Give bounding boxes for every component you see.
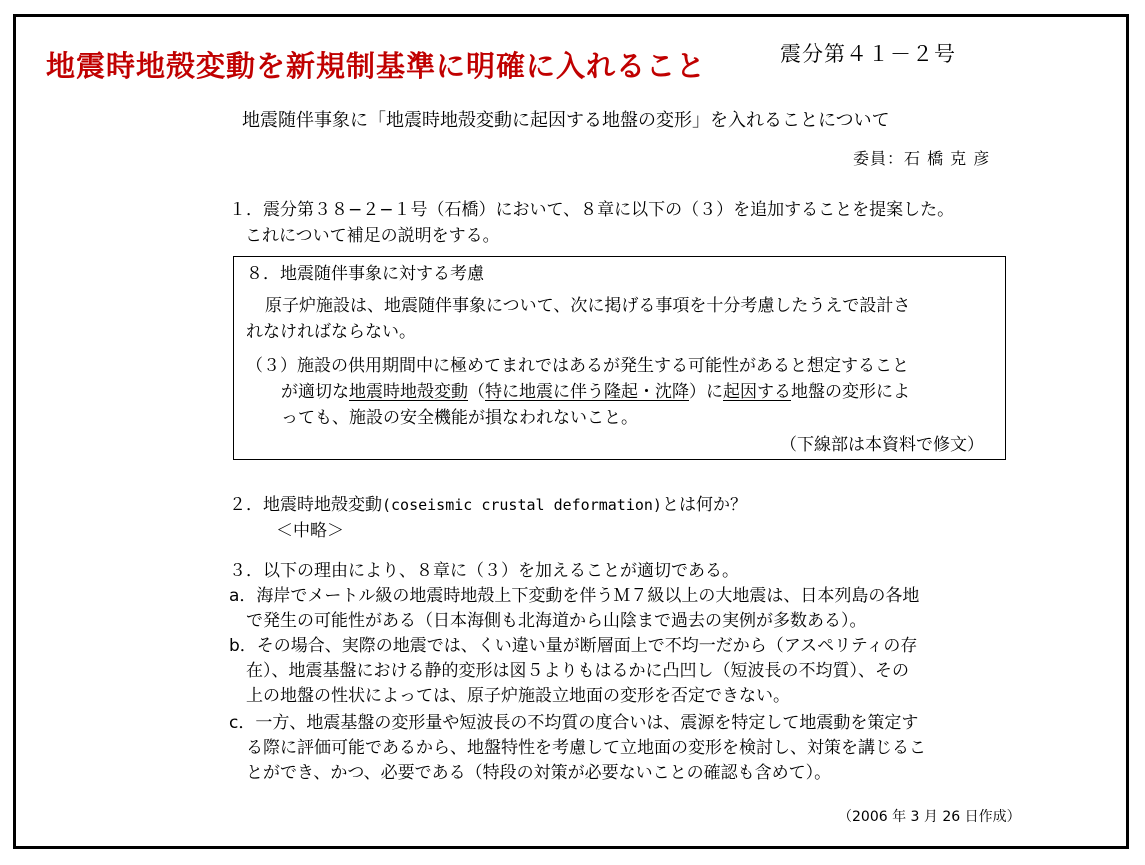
section2-suffix: とは何か？ bbox=[661, 495, 747, 515]
section2-heading bbox=[229, 492, 747, 518]
author: 委員：石 橋 克 彦 bbox=[853, 149, 991, 168]
section3-c-line1: c．一方、地震基盤の変形量や短波長の不均質の度合いは、震源を特定して地震動を策定す bbox=[229, 713, 919, 733]
section3-heading: ３．以下の理由により、８章に（３）を加えることが適切である。 bbox=[229, 561, 739, 581]
section1-line1: １．震分第３８−２−１号（石橋）において、８章に以下の（３）を追加することを提案した。 bbox=[229, 200, 955, 220]
section3-b-line3: 上の地盤の性状によっては、原子炉施設立地面の変形を否定できない。 bbox=[246, 686, 790, 706]
item3-text-b: （ bbox=[468, 382, 485, 402]
section3-b-line2: 在）、地震基盤における静的変形は図５よりもはるかに凸凹し（短波長の不均質）、その bbox=[246, 661, 909, 681]
box-heading: ８．地震随伴事象に対する考慮 bbox=[246, 264, 484, 284]
underlined-uplift-subsidence: 特に地震に伴う隆起・沈降 bbox=[485, 382, 689, 402]
headline: 地震時地殻変動を新規制基準に明確に入れること bbox=[46, 49, 707, 83]
section3-b-line1: b．その場合、実際の地震では、くい違い量が断層面上で不均一だから（アスペリティの存 bbox=[229, 636, 918, 656]
item3-text-a: が適切な bbox=[281, 382, 349, 402]
section1-line2: これについて補足の説明をする。 bbox=[245, 226, 500, 246]
creation-date: （2006 年 3 月 26 日作成） bbox=[838, 809, 1021, 825]
underlined-caused-by: 起因する bbox=[723, 382, 791, 402]
section3-c-line3: とができ、かつ、必要である（特段の対策が必要ないことの確認も含めて）。 bbox=[246, 763, 832, 783]
section3-a-line1: a．海岸でメートル級の地震時地殻上下変動を伴うＭ７級以上の大地震は、日本列島の各地 bbox=[229, 586, 920, 606]
subtitle: 地震随伴事象に「地震時地殻変動に起因する地盤の変形」を入れることについて bbox=[242, 110, 890, 131]
box-item3-line3: っても、施設の安全機能が損なわれないこと。 bbox=[281, 408, 638, 428]
box-para-line2: れなければならない。 bbox=[246, 322, 416, 342]
section3-a-line2: で発生の可能性がある（日本海側も北海道から山陰まで過去の実例が多数ある）。 bbox=[246, 611, 867, 631]
underlined-crustal-deformation: 地震時地殻変動 bbox=[349, 382, 468, 402]
box-para-line1: 原子炉施設は、地震随伴事象について、次に掲げる事項を十分考慮したうえで設計さ bbox=[265, 296, 911, 316]
item3-text-d: 地盤の変形によ bbox=[791, 382, 910, 402]
box-note: （下線部は本資料で修文） bbox=[780, 435, 984, 455]
section3-c-line2: る際に評価可能であるから、地盤特性を考慮して立地面の変形を検討し、対策を講じるこ bbox=[246, 738, 926, 758]
box-item3-line1: （３）施設の供用期間中に極めてまれではあるが発生する可能性があると想定すること bbox=[246, 356, 909, 376]
box-item3-line2 bbox=[281, 379, 910, 405]
item3-text-c: ）に bbox=[689, 382, 723, 402]
section2-omitted: ＜中略＞ bbox=[276, 521, 344, 541]
section2-prefix: ２．地震時地殻変動 bbox=[229, 495, 382, 515]
document-number: 震分第４１－２号 bbox=[780, 42, 956, 66]
section2-english: (coseismic crustal deformation) bbox=[382, 496, 662, 514]
